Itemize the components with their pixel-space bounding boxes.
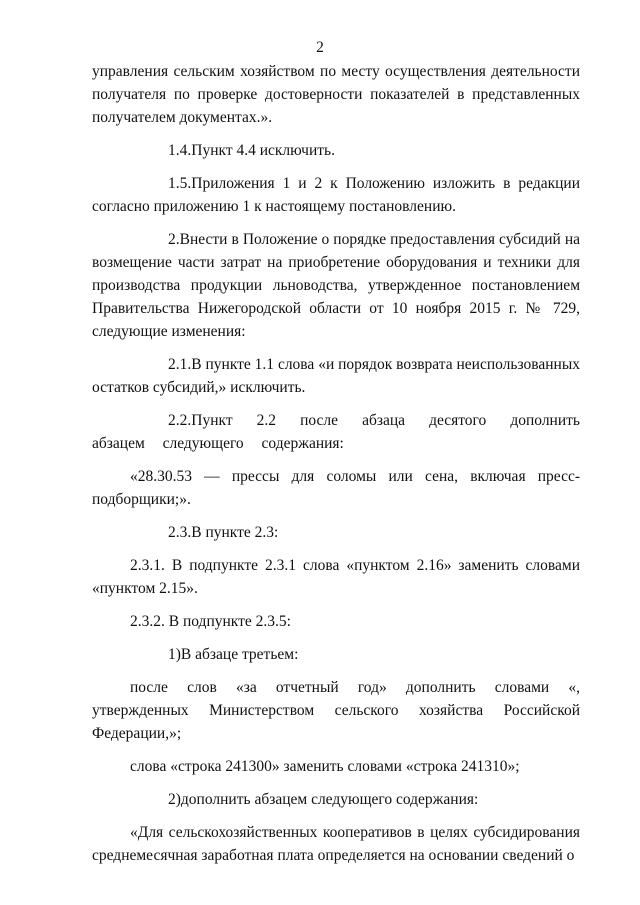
paragraph-item-2 [92,788,580,811]
paragraph-text: Пункт 2.2 после абзаца десятого дополнить абзацем следующего содержания: [92,412,580,452]
paragraph-text: В подпункте 2.3.1 слова «пунктом 2.16» заменить словами «пунктом 2.15». [92,557,581,597]
paragraph-2-3 [92,521,580,544]
item-number: 1) [168,646,181,663]
paragraph-2 [92,228,580,343]
item-number: 2.3.1. [130,557,165,574]
paragraph-replace-words: слова «строка 241300» заменить словами «строка 241310»; [130,758,520,775]
item-number: 1.5. [168,175,192,192]
paragraph-text: В абзаце третьем: [180,646,299,663]
paragraph-text: Пункт 4.4 исключить. [191,142,335,159]
paragraph-2-3-2 [92,610,580,633]
page-number: 2 [316,39,324,56]
item-number: 2.3. [168,524,192,541]
paragraph-2-2 [92,409,580,455]
item-number: 2. [168,231,180,248]
paragraph-text: В подпункте 2.3.5: [168,613,291,630]
paragraph-item-1 [92,643,580,666]
paragraph-2-1 [92,353,580,399]
paragraph-text: дополнить абзацем следующего содержания: [180,791,479,808]
paragraph-text: Внести в Положение о порядке предоставления субсидий на возмещение части затрат на приобретение оборудования и техники для производства продукции льноводства, утвержденное постановлением Правительства Нижегородской области от 10 ноября 2015 г. № 729, следующие изменения: [92,231,580,340]
paragraph-1-4 [92,139,580,162]
paragraph-text: Приложения 1 и 2 к Положению изложить в редакции согласно приложению 1 к настоящему постановлению. [92,175,580,215]
paragraph-2-3-1 [92,554,580,600]
paragraph-1-5 [92,172,580,218]
item-number: 1.4. [168,142,192,159]
paragraph-continuation: управления сельским хозяйством по месту осуществления деятельности получателя по проверке достоверности показателей в представленных получателем документах.». [92,63,580,126]
item-number: 2.2. [168,412,192,429]
paragraph-text: В пункте 1.1 слова «и порядок возврата неиспользованных остатков субсидий,» исключить. [92,356,580,396]
paragraph-quote-presses: «28.30.53 — прессы для соломы или сена, включая пресс-подборщики;». [92,468,580,508]
item-number: 2.1. [168,356,192,373]
paragraph-quote-cooperatives: «Для сельскохозяйственных кооперативов в целях субсидирования среднемесячная заработная плата определяется на основании сведений о [92,824,580,864]
paragraph-after-words: после слов «за отчетный год» дополнить словами «, утвержденных Министерством сельского хозяйства Российской Федерации,»; [92,679,580,742]
document-body [92,60,580,867]
item-number: 2.3.2. [130,613,165,630]
paragraph-text: В пункте 2.3: [191,524,279,541]
item-number: 2) [168,791,181,808]
